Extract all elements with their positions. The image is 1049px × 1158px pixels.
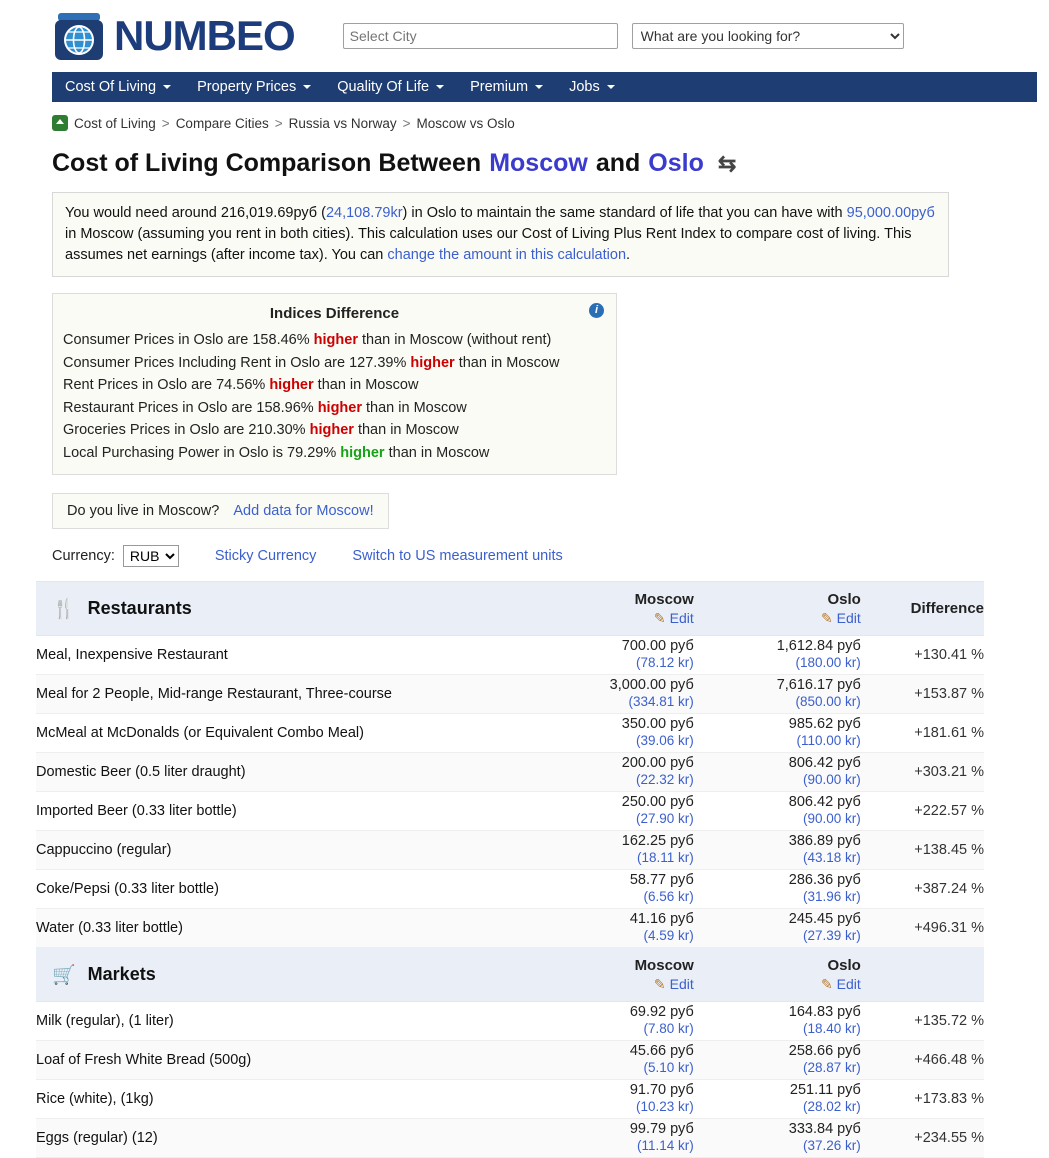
edit-city-a-link[interactable] — [527, 976, 694, 993]
edit-label: Edit — [836, 609, 861, 626]
item-value-city-a — [527, 1002, 694, 1041]
indices-line-pre: Local Purchasing Power in Oslo is 79.29% — [63, 444, 341, 461]
section-title-text: Restaurants — [87, 598, 192, 619]
value-main: 162.25 руб — [621, 833, 694, 849]
table-row — [36, 636, 984, 675]
page-title-prefix: Cost of Living Comparison Between — [52, 149, 482, 177]
value-alt: (7.80 kr) — [643, 1021, 694, 1037]
table-row — [36, 1119, 984, 1158]
item-value-city-a — [527, 1119, 694, 1158]
page-title — [52, 149, 1049, 178]
indices-line — [63, 352, 606, 374]
value-alt: (31.96 kr) — [803, 889, 861, 905]
item-value-city-a — [527, 636, 694, 675]
currency-select[interactable] — [123, 545, 179, 567]
nav-label: Cost Of Living — [65, 79, 157, 95]
city-a-name: Moscow — [634, 956, 694, 974]
table-row — [36, 870, 984, 909]
value-alt: (180.00 kr) — [795, 655, 861, 671]
breadcrumb — [52, 115, 1049, 131]
indices-line — [63, 397, 606, 419]
pencil-icon: ✎ — [653, 975, 666, 992]
numbeo-globe-icon — [52, 9, 106, 63]
difference-column-header: Difference — [861, 582, 984, 636]
value-alt: (90.00 kr) — [803, 772, 861, 788]
value-main: 91.70 руб — [629, 1082, 694, 1098]
item-name: Cappuccino (regular) — [36, 831, 527, 870]
value-alt: (10.23 kr) — [635, 1099, 694, 1115]
section-title-restaurants — [36, 597, 527, 621]
swap-cities-icon[interactable]: ⇆ — [717, 150, 737, 176]
cart-icon: 🛒 — [52, 964, 76, 986]
breadcrumb-item-compare-cities[interactable]: Compare Cities — [175, 115, 269, 131]
value-main: 806.42 руб — [788, 755, 861, 771]
value-alt: (18.11 kr) — [636, 850, 694, 866]
cutlery-icon: 🍴 — [52, 598, 76, 620]
value-main: 99.79 руб — [629, 1121, 694, 1137]
indices-line-pre: Groceries Prices in Oslo are 210.30% — [63, 422, 310, 439]
item-value-city-a — [527, 909, 694, 948]
item-name: Water (0.33 liter bottle) — [36, 909, 527, 948]
item-difference: +130.41 % — [861, 636, 984, 675]
indices-line-emphasis: higher — [269, 377, 314, 394]
item-value-city-b — [694, 753, 861, 792]
value-main: 386.89 руб — [788, 833, 861, 849]
item-value-city-b — [694, 675, 861, 714]
item-value-city-b — [694, 714, 861, 753]
item-value-city-a — [527, 792, 694, 831]
value-main: 45.66 руб — [629, 1043, 694, 1059]
difference-column-header — [861, 948, 984, 1002]
city-b-name: Oslo — [827, 956, 861, 974]
item-name: Eggs (regular) (12) — [36, 1119, 527, 1158]
value-alt: (27.90 kr) — [635, 811, 694, 827]
section-title-text: Markets — [87, 964, 156, 985]
section-city-b-markets — [694, 948, 861, 1002]
change-amount-link[interactable]: change the amount in this calculation — [387, 247, 627, 264]
value-alt: (11.14 kr) — [636, 1138, 694, 1154]
table-row — [36, 831, 984, 870]
table-row — [36, 909, 984, 948]
value-main: 985.62 руб — [788, 716, 861, 732]
item-difference: +153.87 % — [861, 675, 984, 714]
switch-units-link[interactable]: Switch to US measurement units — [352, 548, 563, 565]
item-difference: +181.61 % — [861, 714, 984, 753]
table-row — [36, 675, 984, 714]
nav-label: Jobs — [569, 79, 600, 95]
indices-line — [63, 374, 606, 396]
breadcrumb-item-moscow-vs-oslo[interactable]: Moscow vs Oslo — [416, 115, 515, 131]
indices-line-post: than in Moscow — [353, 422, 459, 439]
value-alt: (27.39 kr) — [803, 928, 861, 944]
item-difference: +496.31 % — [861, 909, 984, 948]
item-name: Domestic Beer (0.5 liter draught) — [36, 753, 527, 792]
value-alt: (43.18 kr) — [803, 850, 861, 866]
item-difference: +303.21 % — [861, 753, 984, 792]
indices-line-pre: Restaurant Prices in Oslo are 158.96% — [63, 399, 318, 416]
indices-line-post: than in Moscow — [313, 377, 419, 394]
item-difference: +234.55 % — [861, 1119, 984, 1158]
item-value-city-a — [527, 870, 694, 909]
value-alt: (6.56 kr) — [643, 889, 694, 905]
value-alt: (5.10 kr) — [643, 1060, 694, 1076]
value-main: 286.36 руб — [788, 872, 861, 888]
header-controls — [343, 23, 904, 49]
estimate-text-1: You would need around — [65, 205, 221, 221]
city-b-name: Oslo — [827, 590, 861, 608]
value-main: 7,616.17 руб — [776, 677, 861, 693]
estimate-text-4: in Moscow (assuming you rent in both cities). This calculation uses our Cost of Living Plus Rent Index to compare cost of living. This assumes net earnings (after income tax). You can — [65, 226, 912, 264]
value-main: 250.00 руб — [621, 794, 694, 810]
value-alt: (28.87 kr) — [803, 1060, 861, 1076]
value-alt: (110.00 kr) — [796, 733, 861, 749]
table-row — [36, 714, 984, 753]
section-city-b-restaurants — [694, 582, 861, 636]
indices-line — [63, 419, 606, 441]
item-value-city-b — [694, 831, 861, 870]
indices-line-emphasis: higher — [313, 332, 358, 349]
indices-line-pre: Rent Prices in Oslo are 74.56% — [63, 377, 270, 394]
site-header — [0, 0, 1049, 72]
edit-city-a-link[interactable] — [527, 610, 694, 627]
estimate-text-3: ) in Oslo to maintain the same standard of life that you can have with — [402, 205, 847, 221]
value-alt: (39.06 kr) — [635, 733, 694, 749]
estimate-amount-needed: 216,019.69руб — [220, 205, 318, 221]
estimate-base-amount: 95,000.00руб — [846, 205, 935, 221]
item-value-city-b — [694, 1041, 861, 1080]
item-name: Imported Beer (0.33 liter bottle) — [36, 792, 527, 831]
sticky-currency-link[interactable]: Sticky Currency — [214, 548, 317, 565]
indices-line-emphasis: higher — [410, 354, 455, 371]
edit-label: Edit — [669, 609, 694, 626]
section-header-markets — [36, 948, 984, 1002]
indices-difference-box — [52, 293, 617, 475]
page-title-conjunction: and — [595, 149, 641, 177]
value-main: 1,612.84 руб — [776, 638, 861, 654]
item-difference: +466.48 % — [861, 1041, 984, 1080]
nav-label: Property Prices — [197, 79, 297, 95]
value-main: 245.45 руб — [788, 911, 861, 927]
nav-item-property-prices[interactable] — [184, 72, 324, 102]
item-difference: +222.57 % — [861, 792, 984, 831]
item-name: McMeal at McDonalds (or Equivalent Combo Meal) — [36, 714, 527, 753]
page-title-city-a: Moscow — [489, 149, 588, 177]
item-value-city-a — [527, 675, 694, 714]
breadcrumb-separator: > — [402, 115, 411, 131]
chevron-down-icon — [436, 85, 444, 89]
item-difference: +387.24 % — [861, 870, 984, 909]
chevron-down-icon — [163, 85, 171, 89]
value-main: 258.66 руб — [788, 1043, 861, 1059]
item-difference: +135.72 % — [861, 1002, 984, 1041]
item-name: Loaf of Fresh White Bread (500g) — [36, 1041, 527, 1080]
item-value-city-a — [527, 831, 694, 870]
chevron-down-icon — [607, 85, 615, 89]
estimate-text-2: ( — [317, 205, 326, 221]
section-city-a-markets — [527, 948, 694, 1002]
table-row — [36, 1080, 984, 1119]
comparison-table — [36, 581, 984, 1158]
item-value-city-b — [694, 1080, 861, 1119]
item-difference: +138.45 % — [861, 831, 984, 870]
indices-line — [63, 329, 606, 351]
value-main: 69.92 руб — [629, 1004, 694, 1020]
indices-line — [63, 442, 606, 464]
table-row — [36, 753, 984, 792]
nav-label: Premium — [470, 79, 529, 95]
item-name: Coke/Pepsi (0.33 liter bottle) — [36, 870, 527, 909]
edit-city-b-link[interactable] — [694, 976, 861, 993]
indices-line-post: than in Moscow — [454, 354, 560, 371]
estimate-amount-needed-alt: 24,108.79kr — [325, 205, 403, 221]
indices-line-pre: Consumer Prices Including Rent in Oslo are 127.39% — [63, 354, 411, 371]
nav-item-jobs[interactable] — [556, 72, 628, 102]
indices-line-emphasis: higher — [309, 422, 354, 439]
chevron-down-icon — [303, 85, 311, 89]
search-category-select[interactable] — [632, 23, 904, 49]
value-main: 700.00 руб — [621, 638, 694, 654]
value-alt: (37.26 kr) — [803, 1138, 861, 1154]
indices-line-emphasis: higher — [340, 444, 385, 461]
currency-row — [52, 545, 1049, 567]
breadcrumb-separator: > — [274, 115, 283, 131]
breadcrumb-item-cost-of-living[interactable]: Cost of Living — [74, 115, 156, 131]
section-city-a-restaurants — [527, 582, 694, 636]
item-value-city-b — [694, 870, 861, 909]
value-main: 806.42 руб — [788, 794, 861, 810]
indices-line-pre: Consumer Prices in Oslo are 158.46% — [63, 332, 314, 349]
item-value-city-b — [694, 1119, 861, 1158]
chevron-down-icon — [535, 85, 543, 89]
value-alt: (18.40 kr) — [803, 1021, 861, 1037]
estimate-text-5: . — [626, 247, 631, 264]
nav-item-premium[interactable] — [457, 72, 556, 102]
table-row — [36, 1002, 984, 1041]
value-alt: (850.00 kr) — [795, 694, 861, 710]
main-nav — [52, 72, 1037, 102]
value-main: 164.83 руб — [788, 1004, 861, 1020]
indices-heading-row — [63, 302, 606, 325]
item-name: Meal for 2 People, Mid-range Restaurant, Three-course — [36, 675, 527, 714]
pencil-icon: ✎ — [820, 975, 833, 992]
indices-line-emphasis: higher — [317, 399, 362, 416]
home-icon[interactable] — [52, 115, 68, 131]
indices-line-post: than in Moscow — [362, 399, 467, 416]
value-main: 251.11 руб — [789, 1082, 861, 1098]
indices-line-post: than in Moscow — [384, 444, 490, 461]
pencil-icon: ✎ — [820, 609, 833, 626]
item-name: Rice (white), (1kg) — [36, 1080, 527, 1119]
item-value-city-a — [527, 714, 694, 753]
city-a-name: Moscow — [634, 590, 694, 608]
breadcrumb-item-russia-vs-norway[interactable]: Russia vs Norway — [288, 115, 397, 131]
value-alt: (28.02 kr) — [803, 1099, 861, 1115]
pencil-icon: ✎ — [653, 609, 666, 626]
indices-heading: Indices Difference — [269, 305, 400, 323]
cost-estimate-box — [52, 192, 949, 277]
edit-label: Edit — [669, 975, 694, 992]
value-main: 58.77 руб — [629, 872, 694, 888]
item-value-city-a — [527, 1080, 694, 1119]
item-value-city-b — [694, 1002, 861, 1041]
value-main: 350.00 руб — [621, 716, 694, 732]
logo[interactable] — [52, 9, 295, 63]
indices-line-post: than in Moscow (without rent) — [357, 332, 552, 349]
breadcrumb-separator: > — [161, 115, 170, 131]
nav-item-cost-of-living[interactable] — [52, 72, 184, 102]
item-difference: +173.83 % — [861, 1080, 984, 1119]
info-icon[interactable]: i — [589, 303, 604, 318]
item-value-city-a — [527, 1041, 694, 1080]
value-alt: (90.00 kr) — [803, 811, 861, 827]
value-main: 200.00 руб — [621, 755, 694, 771]
nav-label: Quality Of Life — [337, 79, 430, 95]
item-value-city-b — [694, 792, 861, 831]
item-value-city-b — [694, 909, 861, 948]
item-name: Meal, Inexpensive Restaurant — [36, 636, 527, 675]
value-main: 333.84 руб — [788, 1121, 861, 1137]
value-main: 3,000.00 руб — [609, 677, 694, 693]
add-data-question: Do you live in Moscow? — [67, 503, 220, 520]
item-name: Milk (regular), (1 liter) — [36, 1002, 527, 1041]
section-title-markets — [36, 963, 527, 987]
section-header-restaurants — [36, 582, 984, 636]
nav-item-quality-of-life[interactable] — [324, 72, 457, 102]
page-title-city-b: Oslo — [648, 149, 704, 177]
value-alt: (22.32 kr) — [635, 772, 694, 788]
currency-label: Currency: — [52, 548, 115, 565]
value-main: 41.16 руб — [629, 911, 694, 927]
logo-text: NUMBEO — [114, 12, 295, 59]
table-row — [36, 1041, 984, 1080]
table-row — [36, 792, 984, 831]
add-data-link[interactable]: Add data for Moscow! — [233, 503, 374, 520]
select-city-input[interactable] — [343, 23, 618, 49]
edit-label: Edit — [836, 975, 861, 992]
value-alt: (334.81 kr) — [628, 694, 694, 710]
edit-city-b-link[interactable] — [694, 610, 861, 627]
item-value-city-a — [527, 753, 694, 792]
value-alt: (78.12 kr) — [635, 655, 694, 671]
item-value-city-b — [694, 636, 861, 675]
value-alt: (4.59 kr) — [643, 928, 694, 944]
add-data-box — [52, 493, 389, 529]
